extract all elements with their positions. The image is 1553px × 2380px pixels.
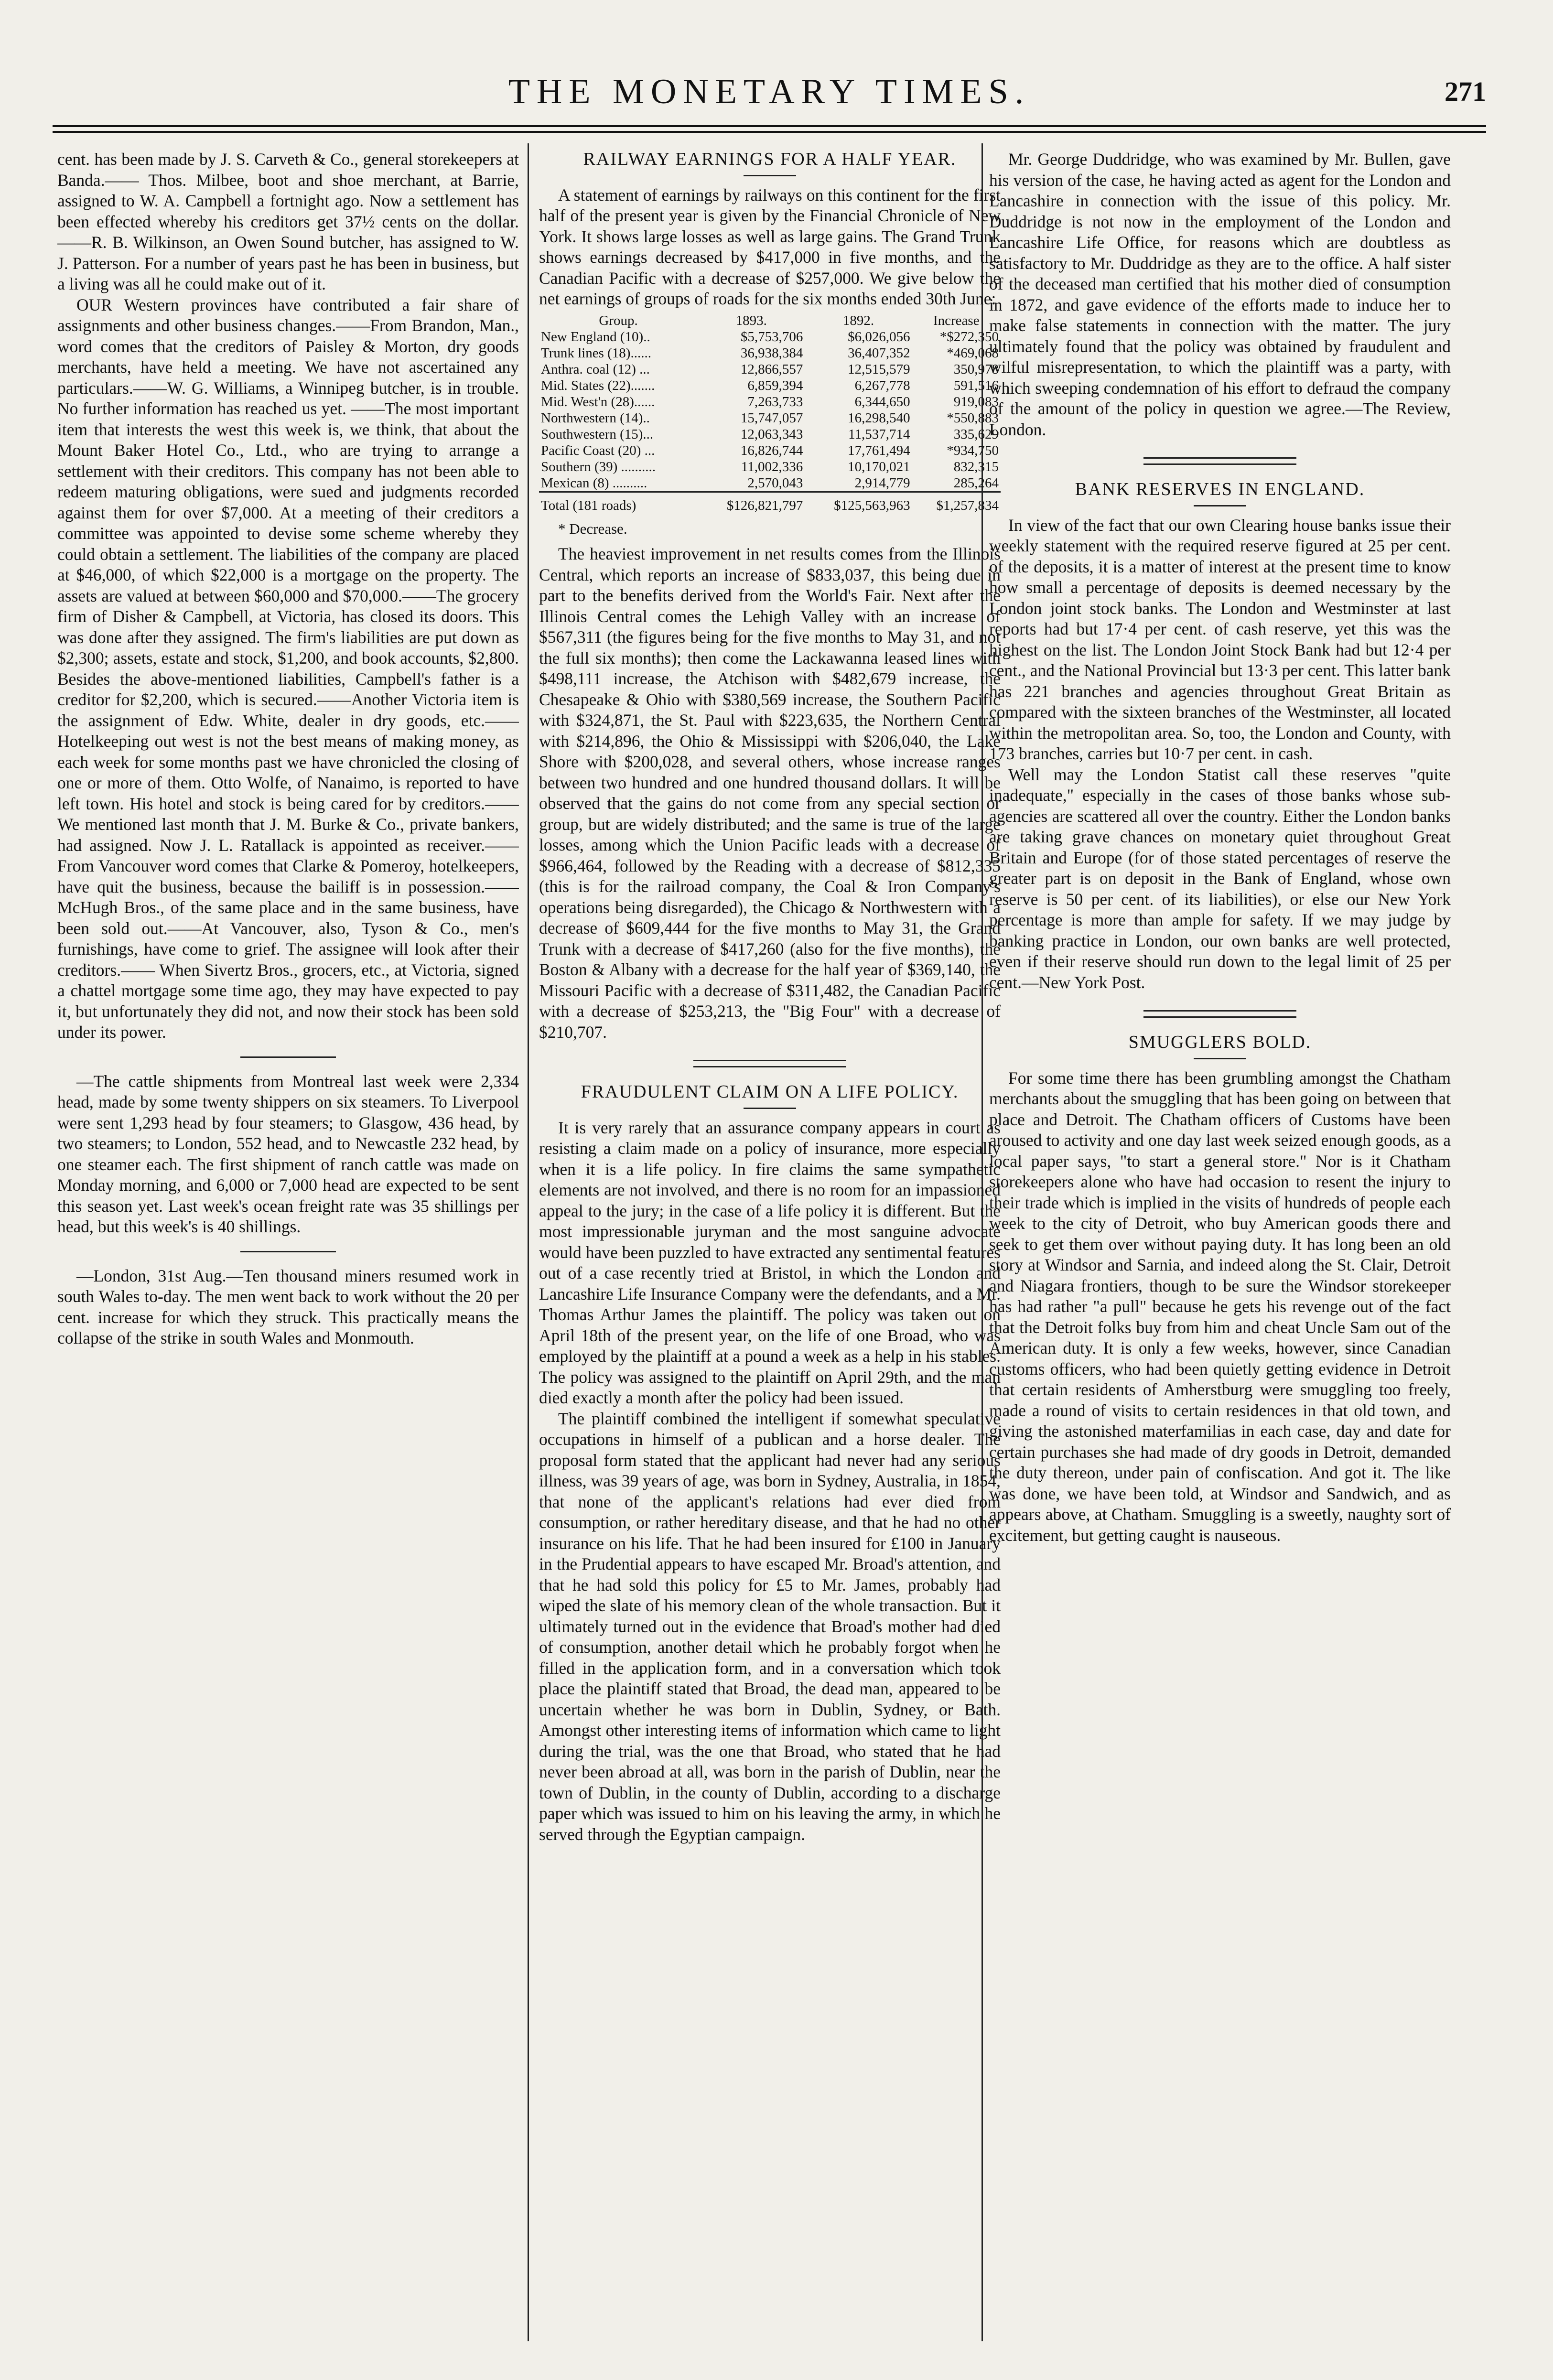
table-cell: 6,344,650 <box>854 394 910 409</box>
table-cell: 350,978 <box>953 361 999 377</box>
divider <box>240 1251 336 1252</box>
table-cell: 335,629 <box>953 426 999 442</box>
column-right <box>989 149 1451 2342</box>
page-header <box>53 72 1486 119</box>
paragraph: Well may the London Statist call these reserves "quite inadequate," especially in the cases of those banks whose sub-agencies are scattered all over the country. Either the London banks are taking grave chances on monetary quiet throughout Great Britain and Europe (for of those stated percentages of reserve the greater part is on deposit in the Bank of England, whose own reserve is 50 per cent. of its liabilities), or else our New York percentage is more than ample for safety. If we may judge by banking practice in London, our own banks are well protected, even if their reserve should run down to the legal limit of 25 per cent.—New York Post. <box>989 765 1451 992</box>
table-cell: 12,063,343 <box>740 426 803 442</box>
paragraph: It is very rarely that an assurance company appears in court as resisting a claim made on a policy of insurance, more especially when it is a life policy. In fire claims the same sympathetic elements are not involved, and there is no room for an impassioned appeal to the jury; in the case of a life policy it is different. But the most impressionable juryman and the most sanguine advocate would have been puzzled to have extracted any sentimental features out of a case recently tried at Bristol, in which the London and Lancashire Life Insurance Company were the defendants, and a Mr. Thomas Arthur James the plaintiff. The policy was taken out on April 18th of the present year, on the life of one Broad, who was employed by the plaintiff at a pound a week as a help in his stables. The policy was assigned to the plaintiff on April 29th, and the man died exactly a month after the policy had been issued. <box>539 1118 1001 1407</box>
paragraph: —The cattle shipments from Montreal last week were 2,334 head, made by some twenty shippers on six steamers. To Liverpool were sent 1,293 head by four steamers; to Glasgow, 436 head, by two steamers; to London, 552 head, and to Newcastle 232 head, by one steamer each. The first shipment of ranch cattle was made on Monday morning, and 6,000 or 7,000 head are expected to be sent this season yet. Last week's ocean freight rate was 35 shillings per head, but this week's is 40 shillings. <box>57 1071 519 1236</box>
table-row <box>539 377 1001 394</box>
article-heading-fraud: FRAUDULENT CLAIM ON A LIFE POLICY. <box>581 1082 959 1102</box>
table-cell: 11,002,336 <box>741 459 803 474</box>
paragraph: OUR Western provinces have contributed a fair share of assignments and other business changes.——From Brandon, Man., word comes that the creditors of Paisley & Morton, dry goods merchants, have held a meeting. We have not ascertained any particulars.——W. G. Williams, a Winnipeg butcher, is in trouble. No further information has reached us yet. ——The most important item that interests the west this week is, we think, that about the Mount Baker Hotel Co., Ltd., who are trying to arrange a settlement with their creditors. This company has not been able to redeem maturing obligations, were sued and judgments recorded against them for over $7,000. At a meeting of their creditors a committee was appointed to devise some scheme whereby they could obtain a settlement. The liabilities of the company are placed at $46,000, of which $22,000 is a mortgage on the property. The assets are valued at between $60,000 and $70,000.——The grocery firm of Disher & Campbell, at Victoria, has closed its doors. This was done after they assigned. The firm's liabilities are put down as $2,300; assets, estate and stock, $1,200, and book accounts, $2,800. Besides the above-mentioned liabilities, Campbell's father is a creditor for $2,200, which is secured.——Another Victoria item is the assignment of Edw. White, dealer in dry goods, etc.——Hotelkeeping out west is not the best means of making money, as each week for some months past we have chronicled the closing of one or more of them. Otto Wolfe, of Nanaimo, is reported to have left town. His hotel and stock is being cared for by creditors.——We mentioned last month that J. M. Burke & Co., private bankers, had assigned. Now J. L. Ratallack is appointed as receiver.——From Vancouver word comes that Clarke & Pomeroy, hotelkeepers, have quit the business, because the bailiff is in possession.——McHugh Bros., of the same place and in the same business, have been sold out.——At Vancouver, also, Tyson & Co., men's furnishings, have come to grief. The assignee will look after their creditors.—— When Sivertz Bros., grocers, etc., at Victoria, signed a chattel mortgage some time ago, they may have expected to pay it, but unfortunately they did not, and now their stock has been sold under its power. <box>57 295 519 1042</box>
divider <box>744 175 796 176</box>
divider <box>240 1056 336 1058</box>
table-cell: *550,883 <box>947 410 999 426</box>
table-cell: 832,315 <box>953 459 999 474</box>
paragraph: For some time there has been grumbling amongst the Chatham merchants about the smuggling that has been going on between that place and Detroit. The Chatham officers of Customs have been aroused to activity and one day last week seized enough goods, as a local paper says, "to start a general store." Nor is it Chatham storekeepers alone who have had occasion to resent the injury to their trade which is implied in the visits of hundreds of people each week to the city of Detroit, who buy American goods there and seek to get them over without paying duty. It has long been an old story at Windsor and Sarnia, and indeed along the St. Clair, Detroit and Niagara frontiers, though to be sure the Windsor storekeeper has had rather "a pull" because he gets his revenge out of the fact that the Detroit folks buy from him and cheat Uncle Sam out of the American duty. It is only a few weeks, however, since Canadian customs officers, who had been quietly getting evidence in Detroit that certain residents of Amherstburg were smuggling too freely, made a round of visits to certain residences in that old town, and giving the astonished materfamilias in each case, day and date for certain purchases she had made of dry goods in Detroit, demanded the duty thereon, under pain of confiscation. And got it. The like was done, we have been told, at Windsor and Sandwich, and as appears above, at Chatham. Smuggling is a sweetly, naughty sort of excitement, but getting caught is nauseous. <box>989 1068 1451 1545</box>
table-row <box>539 426 1001 442</box>
masthead: THE MONETARY TIMES. <box>508 72 1031 111</box>
table-cell: Pacific Coast (20) ... <box>541 442 655 458</box>
table-cell: Mid. West'n (28)...... <box>541 394 655 409</box>
earnings-table <box>539 312 1001 514</box>
paragraph: cent. has been made by J. S. Carveth & Co., general storekeepers at Banda.—— Thos. Milbee, boot and shoe merchant, at Barrie, assigned to W. A. Campbell a fortnight ago. Now a settlement has been effected whereby his creditors get 37½ cents on the dollar.——R. B. Wilkinson, an Owen Sound butcher, has assigned to W. J. Patterson. For a number of years past he has been in business, but a living was all he could make out of it. <box>57 150 519 293</box>
paragraph: —London, 31st Aug.—Ten thousand miners resumed work in south Wales to-day. The men went back to work without the 20 per cent. increase for which they struck. This practically means the collapse of the strike in south Wales and Monmouth. <box>57 1266 519 1347</box>
table-cell: Southwestern (15)... <box>541 426 654 442</box>
paragraph: The heaviest improvement in net results comes from the Illinois Central, which reports an increase of $833,037, this being due in part to the benefits derived from the World's Fair. Next after the Illinois Central comes the Lehigh Valley with an increase of $567,311 (the figures being for the five months to May 31, and not the full six months); then come the Lackawanna leased lines with $498,111 increase, the Atchison with $482,679 increase, the Chesapeake & Ohio with $380,569 increase, the Southern Pacific with $324,871, the St. Paul with $223,635, the Northern Central with $214,896, the Ohio & Mississippi with $206,040, the Lake Shore with $200,028, and several others, whose increase ranges between two hundred and one hundred thousand dollars. It will be observed that the gains do not come from any special section or group, but are widely distributed; and the same is true of the large losses, among which the Union Pacific leads with a decrease of $966,464, followed by the Reading with a decrease of $812,335 (this is for the railroad company, the Coal & Iron Company's operations being disregarded), the Chicago & Northwestern with a decrease of $609,444 for the five months to May 31, the Grand Trunk with a decrease of $417,260 (also for the five months), the Boston & Albany with a decrease for the half year of $369,140, the Missouri Pacific with a decrease of $311,482, the Canadian Pacific with a decrease of $253,213, the "Big Four" with a decrease of $210,707. <box>539 544 1001 1042</box>
header-rule-top <box>53 125 1486 127</box>
table-cell: 36,407,352 <box>848 345 910 361</box>
paragraph: In view of the fact that our own Clearing house banks issue their weekly statement with the required reserve figured at 25 per cent. of the deposits, it is a matter of interest at the present time to know how small a percentage of deposits is deemed necessary by the London joint stock banks. The London and Westminster at last reports had but 17·4 per cent. of cash reserve, yet this was the highest on the list. The London Joint Stock Bank had but 12·4 per cent., and the National Provincial but 13·3 per cent. This latter bank has 221 branches and agencies throughout Great Britain as compared with the sixteen branches of the Westminster, all located within the metropolitan area. So, too, the London and County, with 173 branches, carries but 10·7 per cent. in cash. <box>989 515 1451 763</box>
table-cell: 11,537,714 <box>848 426 910 442</box>
table-cell: 6,267,778 <box>854 377 910 393</box>
divider <box>1194 505 1246 506</box>
table-row <box>539 329 1001 345</box>
table-cell: 7,263,733 <box>747 394 803 409</box>
column-middle <box>539 149 1001 2342</box>
table-cell: Anthra. coal (12) ... <box>541 361 650 377</box>
table-cell: 285,264 <box>953 475 999 491</box>
column-divider <box>528 143 529 2341</box>
table-cell: $126,821,797 <box>698 492 805 514</box>
table-row <box>539 459 1001 475</box>
header-rule-bottom <box>53 131 1486 133</box>
article-heading-smugglers: SMUGGLERS BOLD. <box>1128 1032 1312 1052</box>
table-header: Increase <box>933 312 980 328</box>
paragraph: The plaintiff combined the intelligent if somewhat speculative occupations in himself of a publican and a horse dealer. The proposal form stated that the applicant had never had any serious illness, was 39 years of age, was born in Sydney, Australia, in 1854, that none of the applicant's relations had ever died from consumption, or rather hereditary disease, and that he had no other insurance on his life. That he had been insured for £100 in January in the Prudential appears to have escaped Mr. Broad's attention, and that he had sold this policy for £5 to Mr. James, probably had wiped the slate of his memory clean of the whole transaction. But it ultimately turned out in the evidence that Broad's mother had died of consumption, another detail which he probably forgot when he filled in the application form, and in a conversation which took place the plaintiff stated that Broad, the dead man, appeared to be uncertain whether he was born in Dublin, Sydney, or Bath. Amongst other interesting items of information which came to light during the trial, was the one that Broad, who stated that he had never been abroad at all, was born in the parish of Dublin, near the town of Dublin, in the county of Dublin, according to a discharge paper which was issued to him on his leaving the army, in which he served through the Egyptian campaign. <box>539 1409 1001 1844</box>
section-divider <box>1143 1010 1296 1018</box>
table-cell: 12,866,557 <box>740 361 803 377</box>
table-row <box>539 410 1001 426</box>
table-cell: Mid. States (22)....... <box>541 377 655 393</box>
table-header: 1892. <box>842 312 874 328</box>
table-cell: 591,516 <box>953 377 999 393</box>
table-total-row <box>539 492 1001 514</box>
divider <box>744 1108 796 1109</box>
table-cell: $1,257,834 <box>912 492 1001 514</box>
paragraph: A statement of earnings by railways on this continent for the first half of the present year is given by the Financial Chronicle of New York. It shows large losses as well as large gains. The Grand Trunk shows earnings decreased by $417,000 in five months, and the Canadian Pacific with a decrease of $257,000. We give below the net earnings of groups of roads for the six months ended 30th June: <box>539 185 1001 308</box>
table-row <box>539 442 1001 459</box>
table-cell: 2,570,043 <box>747 475 803 491</box>
table-cell: Southern (39) .......... <box>541 459 656 474</box>
table-cell: Total (181 roads) <box>539 492 698 514</box>
table-cell: Northwestern (14).. <box>541 410 650 426</box>
table-row <box>539 394 1001 410</box>
table-header: 1893. <box>735 312 767 328</box>
table-cell: $5,753,706 <box>740 329 803 345</box>
table-cell: Trunk lines (18)...... <box>541 345 651 361</box>
table-row <box>539 361 1001 377</box>
table-row <box>539 345 1001 361</box>
table-cell: Mexican (8) .......... <box>541 475 647 491</box>
table-header-row <box>539 312 1001 329</box>
section-divider <box>693 1060 846 1067</box>
table-cell: $125,563,963 <box>805 492 912 514</box>
table-cell: 919,083 <box>953 394 999 409</box>
table-cell: *$272,350 <box>939 329 999 345</box>
table-cell: 16,298,540 <box>848 410 910 426</box>
table-cell: *469,068 <box>947 345 999 361</box>
article-heading-railway: RAILWAY EARNINGS FOR A HALF YEAR. <box>583 149 957 169</box>
section-divider <box>1143 457 1296 465</box>
table-cell: 16,826,744 <box>740 442 803 458</box>
page-number: 271 <box>1445 76 1486 107</box>
table-cell: *934,750 <box>947 442 999 458</box>
table-cell: 10,170,021 <box>848 459 910 474</box>
table-cell: 6,859,394 <box>747 377 803 393</box>
table-cell: 2,914,779 <box>854 475 910 491</box>
paragraph: Mr. George Duddridge, who was examined by Mr. Bullen, gave his version of the case, he having acted as agent for the London and Lancashire in connection with the issue of this policy. Mr. Duddridge is not now in the employment of the London and Lancashire Life Office, for reasons which are doubtless as satisfactory to Mr. Duddridge as they are to the office. A half sister of the deceased man certified that his mother died of consumption in 1872, and gave evidence of the efforts made to induce her to make false statements in connection with the matter. The jury ultimately found that the policy was obtained by fraudulent and wilful misrepresentation, to which the plaintiff was a party, with which sweeping condemnation of his effort to defraud the company of the amount of the policy in question we agree.—The Review, London. <box>989 150 1451 439</box>
table-cell: 12,515,579 <box>848 361 910 377</box>
table-cell: $6,026,056 <box>848 329 910 345</box>
table-cell: New England (10).. <box>541 329 650 345</box>
article-heading-bank: BANK RESERVES IN ENGLAND. <box>1075 479 1365 499</box>
table-header: Group. <box>599 312 638 328</box>
table-row <box>539 475 1001 492</box>
table-cell: 15,747,057 <box>740 410 803 426</box>
table-footnote: * Decrease. <box>558 520 627 537</box>
column-business-notes <box>57 149 519 2342</box>
divider <box>1194 1058 1246 1059</box>
table-cell: 17,761,494 <box>848 442 910 458</box>
table-cell: 36,938,384 <box>740 345 803 361</box>
